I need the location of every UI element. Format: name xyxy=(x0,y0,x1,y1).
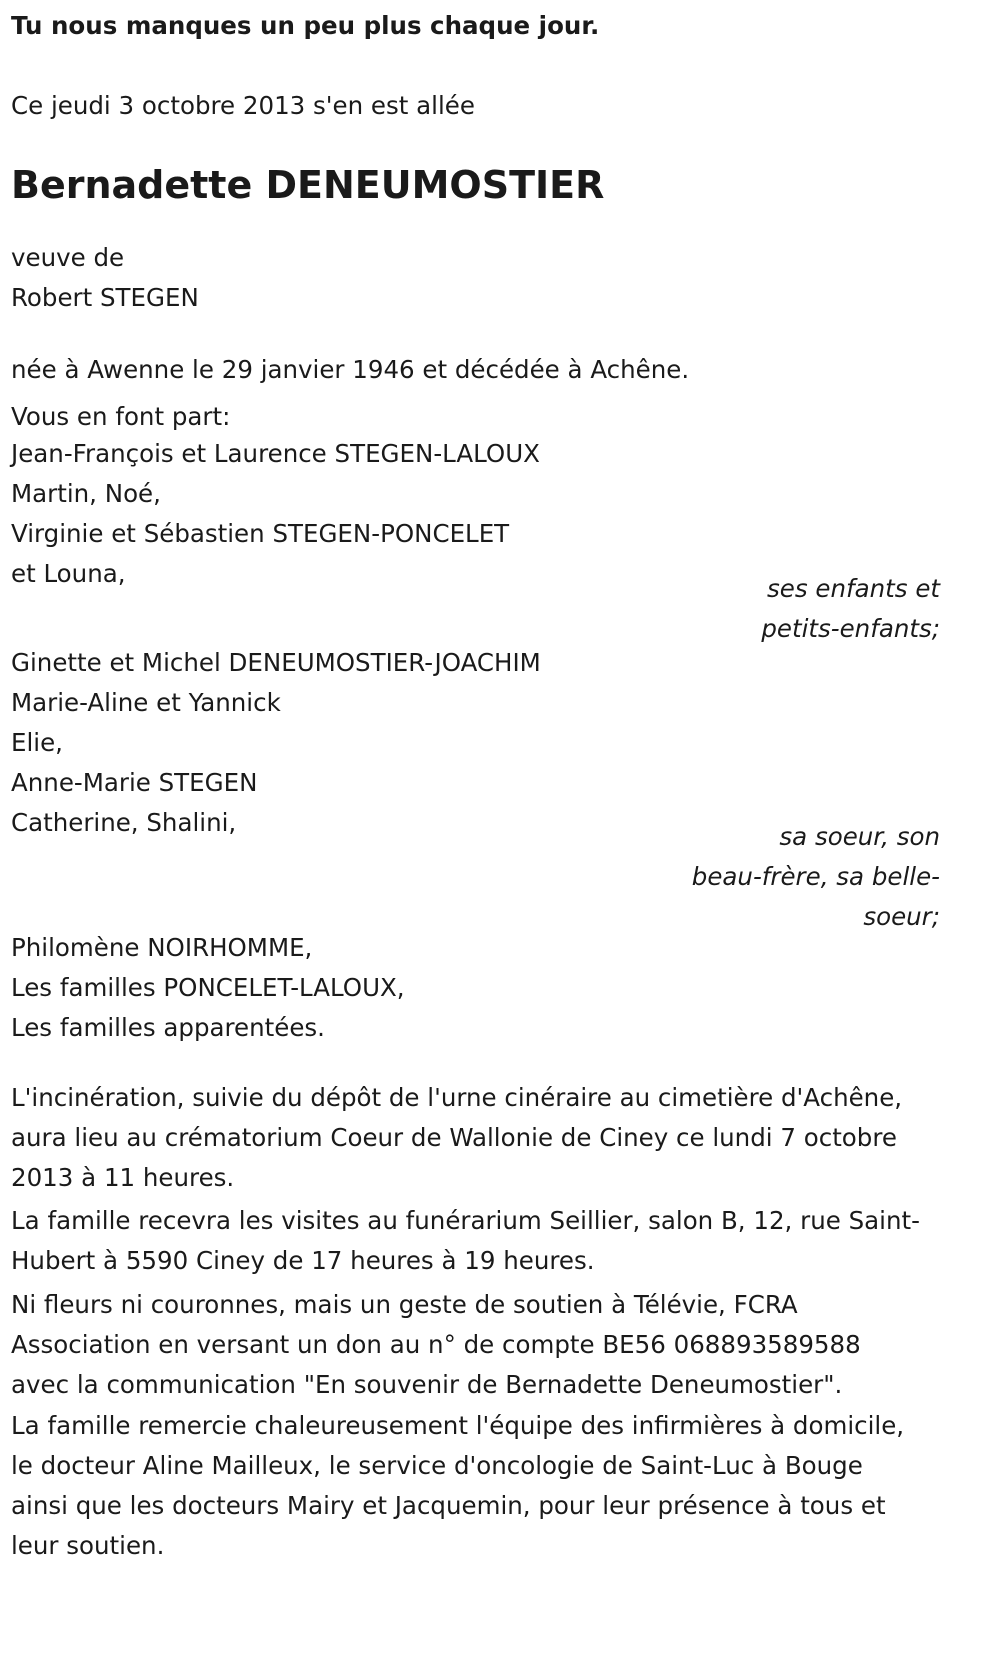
family-line: et Louna, xyxy=(11,559,126,588)
visits-paragraph xyxy=(11,1201,920,1281)
family-group-1 xyxy=(11,434,540,594)
paragraph-line: La famille recevra les visites au funérarium Seillier, salon B, 12, rue Saint- xyxy=(11,1206,920,1235)
spouse-block xyxy=(11,238,199,318)
announcement-intro: Vous en font part: xyxy=(11,402,231,431)
birth-death-text: née à Awenne le 29 janvier 1946 et décédée à Achêne. xyxy=(11,355,690,384)
spouse-label: veuve de xyxy=(11,243,125,272)
paragraph-line: L'incinération, suivie du dépôt de l'urne cinéraire au cimetière d'Achêne, xyxy=(11,1083,903,1112)
paragraph-line: avec la communication "En souvenir de Bernadette Deneumostier". xyxy=(11,1370,843,1399)
paragraph-line: leur soutien. xyxy=(11,1531,165,1560)
family-line: Ginette et Michel DENEUMOSTIER-JOACHIM xyxy=(11,648,541,677)
role-line: soeur; xyxy=(863,902,940,931)
role-line: ses enfants et xyxy=(767,574,940,603)
family-line: Martin, Noé, xyxy=(11,479,161,508)
family-group-2-role xyxy=(692,817,940,937)
family-group-2 xyxy=(11,643,541,843)
family-line: Anne-Marie STEGEN xyxy=(11,768,258,797)
paragraph-line: La famille remercie chaleureusement l'équipe des infirmières à domicile, xyxy=(11,1411,905,1440)
role-line: beau-frère, sa belle- xyxy=(691,862,940,891)
paragraph-line: Ni fleurs ni couronnes, mais un geste de soutien à Télévie, FCRA xyxy=(11,1290,798,1319)
family-line: Les familles PONCELET-LALOUX, xyxy=(11,973,405,1002)
paragraph-line: Hubert à 5590 Ciney de 17 heures à 19 heures. xyxy=(11,1246,595,1275)
role-line: petits-enfants; xyxy=(761,614,940,643)
paragraph-line: le docteur Aline Mailleux, le service d'oncologie de Saint-Luc à Bouge xyxy=(11,1451,863,1480)
thanks-paragraph xyxy=(11,1406,904,1566)
family-line: Virginie et Sébastien STEGEN-PONCELET xyxy=(11,519,510,548)
family-group-3 xyxy=(11,928,405,1048)
paragraph-line: ainsi que les docteurs Mairy et Jacquemin, pour leur présence à tous et xyxy=(11,1491,886,1520)
family-line: Marie-Aline et Yannick xyxy=(11,688,281,717)
family-line: Catherine, Shalini, xyxy=(11,808,237,837)
role-line: sa soeur, son xyxy=(779,822,940,851)
family-line: Jean-François et Laurence STEGEN-LALOUX xyxy=(11,439,540,468)
family-line: Les familles apparentées. xyxy=(11,1013,325,1042)
family-group-1-role xyxy=(761,569,940,649)
tagline: Tu nous manques un peu plus chaque jour. xyxy=(11,11,600,40)
paragraph-line: Association en versant un don au n° de compte BE56 068893589588 xyxy=(11,1330,861,1359)
family-line: Philomène NOIRHOMME, xyxy=(11,933,313,962)
paragraph-line: 2013 à 11 heures. xyxy=(11,1163,235,1192)
paragraph-line: aura lieu au crématorium Coeur de Wallonie de Ciney ce lundi 7 octobre xyxy=(11,1123,897,1152)
intro-text: Ce jeudi 3 octobre 2013 s'en est allée xyxy=(11,91,475,120)
spouse-name: Robert STEGEN xyxy=(11,283,199,312)
deceased-name: Bernadette DENEUMOSTIER xyxy=(11,163,605,207)
family-line: Elie, xyxy=(11,728,63,757)
ceremony-paragraph xyxy=(11,1078,902,1198)
donation-paragraph xyxy=(11,1285,861,1405)
